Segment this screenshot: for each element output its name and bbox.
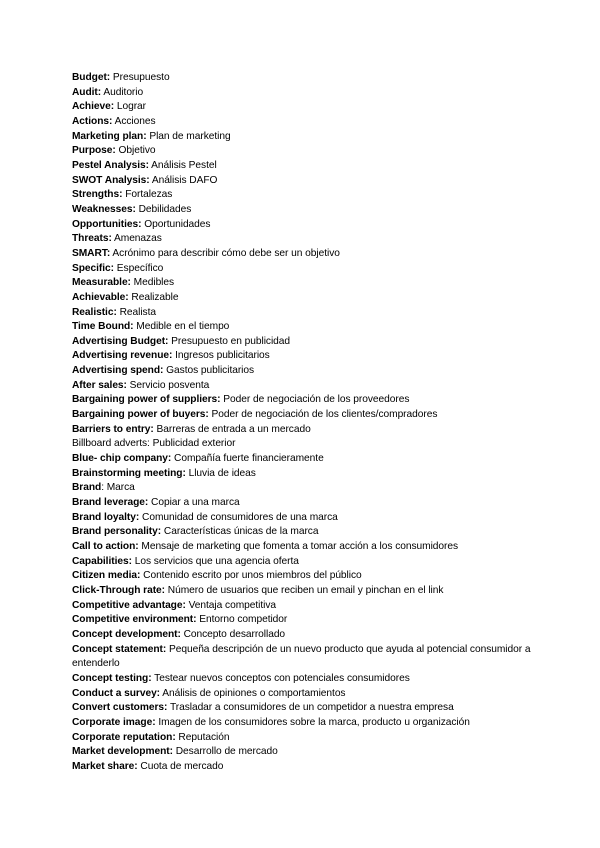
glossary-entry — [72, 687, 542, 702]
glossary-entry — [72, 115, 542, 130]
glossary-term: Billboard adverts: — [72, 438, 150, 450]
glossary-term: Barriers to entry: — [72, 423, 154, 435]
glossary-definition: Debilidades — [135, 203, 192, 215]
glossary-term: Conduct a survey: — [72, 687, 161, 699]
glossary-entry — [72, 716, 542, 731]
glossary-term: Realistic: — [72, 306, 117, 318]
glossary-entry — [72, 672, 542, 687]
glossary-entry — [72, 745, 542, 760]
glossary-term: Time Bound: — [72, 321, 134, 333]
glossary-definition: Auditorio — [101, 86, 144, 98]
glossary-entry — [72, 452, 542, 467]
glossary-definition: Número de usuarios que reciben un email y pinchan en el link — [165, 584, 444, 596]
glossary-entry — [72, 71, 542, 86]
glossary-entry — [72, 320, 542, 335]
glossary-term: Brand — [72, 482, 102, 494]
glossary-entry — [72, 218, 542, 233]
glossary-entry — [72, 130, 542, 145]
glossary-term: SMART: — [72, 247, 111, 259]
glossary-definition: Publicidad exterior — [149, 438, 236, 450]
glossary-definition: Cuota de mercado — [137, 760, 224, 772]
glossary-definition: Gastos publicitarios — [163, 365, 255, 377]
glossary-definition: Lluvia de ideas — [185, 467, 256, 479]
glossary-definition: Testear nuevos conceptos con potenciales consumidores — [151, 672, 410, 684]
glossary-definition: Presupuesto — [110, 72, 170, 83]
glossary-term: Weaknesses: — [72, 203, 136, 215]
glossary-entry — [72, 496, 542, 511]
glossary-term: Brand personality: — [72, 526, 162, 538]
glossary-term: Convert customers: — [72, 702, 168, 714]
glossary-term: Click-Through rate: — [72, 584, 166, 596]
glossary-entry — [72, 555, 542, 570]
glossary-definition: Objetivo — [115, 145, 156, 157]
glossary-definition: Desarrollo de mercado — [172, 746, 278, 758]
glossary-term: Advertising revenue: — [72, 350, 173, 362]
glossary-term: Brand leverage: — [72, 497, 149, 509]
glossary-definition: Acciones — [112, 115, 156, 127]
glossary-term: Marketing plan: — [72, 130, 147, 142]
glossary-definition: Características únicas de la marca — [161, 526, 319, 538]
glossary-term: Opportunities: — [72, 218, 142, 230]
glossary-definition: Análisis de opiniones o comportamientos — [160, 687, 346, 699]
glossary-entry — [72, 291, 542, 306]
glossary-term: Strengths: — [72, 189, 123, 201]
glossary-entry — [72, 393, 542, 408]
glossary-term: Concept development: — [72, 628, 181, 640]
glossary-entry — [72, 203, 542, 218]
glossary-term: Capabilities: — [72, 555, 132, 567]
glossary-definition: Comunidad de consumidores de una marca — [139, 511, 338, 523]
glossary-definition: Acrónimo para describir cómo debe ser un objetivo — [110, 247, 340, 259]
glossary-definition: Ventaja competitiva — [185, 599, 277, 611]
glossary-definition: Compañía fuerte financieramente — [171, 453, 324, 465]
glossary-definition: Trasladar a consumidores de un competidor a nuestra empresa — [167, 702, 454, 714]
glossary-term: Actions: — [72, 115, 113, 127]
glossary-entry — [72, 232, 542, 247]
glossary-definition: Copiar a una marca — [148, 497, 240, 509]
glossary-entry — [72, 760, 542, 775]
glossary-entry — [72, 349, 542, 364]
glossary-entry — [72, 613, 542, 628]
glossary-entry — [72, 276, 542, 291]
glossary-definition: Amenazas — [111, 233, 162, 245]
glossary-term: Advertising Budget: — [72, 335, 169, 347]
glossary-term: Competitive environment: — [72, 614, 197, 626]
glossary-entry — [72, 262, 542, 277]
glossary-term: Specific: — [72, 262, 115, 274]
glossary-entry — [72, 511, 542, 526]
glossary-definition: Oportunidades — [141, 218, 211, 230]
glossary-term: Advertising spend: — [72, 365, 164, 377]
glossary-entry — [72, 599, 542, 614]
glossary-term: Market development: — [72, 746, 173, 758]
glossary-definition: Contenido escrito por unos miembros del público — [140, 570, 362, 582]
glossary-definition: Concepto desarrollado — [180, 628, 286, 640]
glossary-term: Achievable: — [72, 291, 129, 303]
glossary-entry — [72, 481, 542, 496]
glossary-term: Blue- chip company: — [72, 453, 172, 465]
glossary-definition: Reputación — [175, 731, 230, 743]
glossary-definition: Análisis DAFO — [149, 174, 218, 186]
glossary-definition: Análisis Pestel — [148, 159, 217, 171]
glossary-entry — [72, 731, 542, 746]
glossary-term: Audit: — [72, 86, 102, 98]
glossary-entry — [72, 628, 542, 643]
glossary-definition: Medible en el tiempo — [133, 321, 230, 333]
glossary-term: Brand loyalty: — [72, 511, 140, 523]
glossary-list — [72, 71, 542, 775]
glossary-term: Corporate reputation: — [72, 731, 176, 743]
glossary-definition: Entorno competidor — [196, 614, 288, 626]
glossary-term: After sales: — [72, 379, 127, 391]
glossary-entry — [72, 467, 542, 482]
glossary-term: Corporate image: — [72, 716, 156, 728]
glossary-definition: Imagen de los consumidores sobre la marca, producto u organización — [155, 716, 470, 728]
glossary-term: Measurable: — [72, 277, 131, 289]
glossary-definition: Presupuesto en publicidad — [168, 335, 291, 347]
glossary-term: Purpose: — [72, 145, 116, 157]
glossary-definition: Poder de negociación de los clientes/compradores — [208, 409, 438, 421]
glossary-term: Concept statement: — [72, 643, 167, 655]
glossary-entry — [72, 100, 542, 115]
glossary-definition: Específico — [114, 262, 164, 274]
glossary-entry — [72, 379, 542, 394]
glossary-definition: Los servicios que una agencia oferta — [131, 555, 299, 567]
glossary-term: Market share: — [72, 760, 138, 772]
glossary-entry — [72, 525, 542, 540]
glossary-definition: Lograr — [114, 101, 147, 113]
glossary-term: SWOT Analysis: — [72, 174, 150, 186]
glossary-definition: Mensaje de marketing que fomenta a tomar acción a los consumidores — [138, 541, 459, 552]
glossary-definition: Realizable — [128, 291, 179, 303]
glossary-term: Pestel Analysis: — [72, 159, 149, 171]
glossary-definition: Poder de negociación de los proveedores — [220, 394, 410, 406]
glossary-entry — [72, 174, 542, 189]
glossary-entry — [72, 306, 542, 321]
glossary-definition: Ingresos publicitarios — [172, 350, 270, 362]
glossary-entry — [72, 569, 542, 584]
glossary-entry — [72, 437, 542, 452]
glossary-entry — [72, 423, 542, 438]
glossary-definition: Pequeña descripción de un nuevo producto que ayuda al potencial consumidor a entenderlo — [72, 643, 531, 670]
glossary-term: Achieve: — [72, 101, 115, 113]
glossary-definition: Servicio posventa — [126, 379, 210, 391]
glossary-definition: Medibles — [130, 277, 175, 289]
glossary-term: Brainstorming meeting: — [72, 467, 186, 479]
glossary-entry — [72, 247, 542, 262]
glossary-entry — [72, 364, 542, 379]
glossary-term: Call to action: — [72, 541, 139, 552]
glossary-definition: Realista — [116, 306, 156, 318]
glossary-entry — [72, 144, 542, 159]
glossary-definition: Barreras de entrada a un mercado — [153, 423, 311, 435]
glossary-definition: Plan de marketing — [146, 130, 231, 142]
glossary-entry — [72, 584, 542, 599]
glossary-definition: Fortalezas — [122, 189, 173, 201]
glossary-term: Budget: — [72, 72, 111, 83]
glossary-entry — [72, 408, 542, 423]
glossary-definition: : Marca — [101, 482, 135, 494]
glossary-entry — [72, 86, 542, 101]
glossary-entry — [72, 188, 542, 203]
glossary-entry — [72, 335, 542, 350]
glossary-term: Citizen media: — [72, 570, 141, 582]
glossary-term: Threats: — [72, 233, 112, 245]
glossary-entry — [72, 540, 542, 555]
glossary-entry — [72, 701, 542, 716]
glossary-term: Competitive advantage: — [72, 599, 186, 611]
glossary-term: Bargaining power of suppliers: — [72, 394, 221, 406]
glossary-entry — [72, 159, 542, 174]
glossary-term: Bargaining power of buyers: — [72, 409, 209, 421]
glossary-entry — [72, 643, 542, 672]
glossary-term: Concept testing: — [72, 672, 152, 684]
